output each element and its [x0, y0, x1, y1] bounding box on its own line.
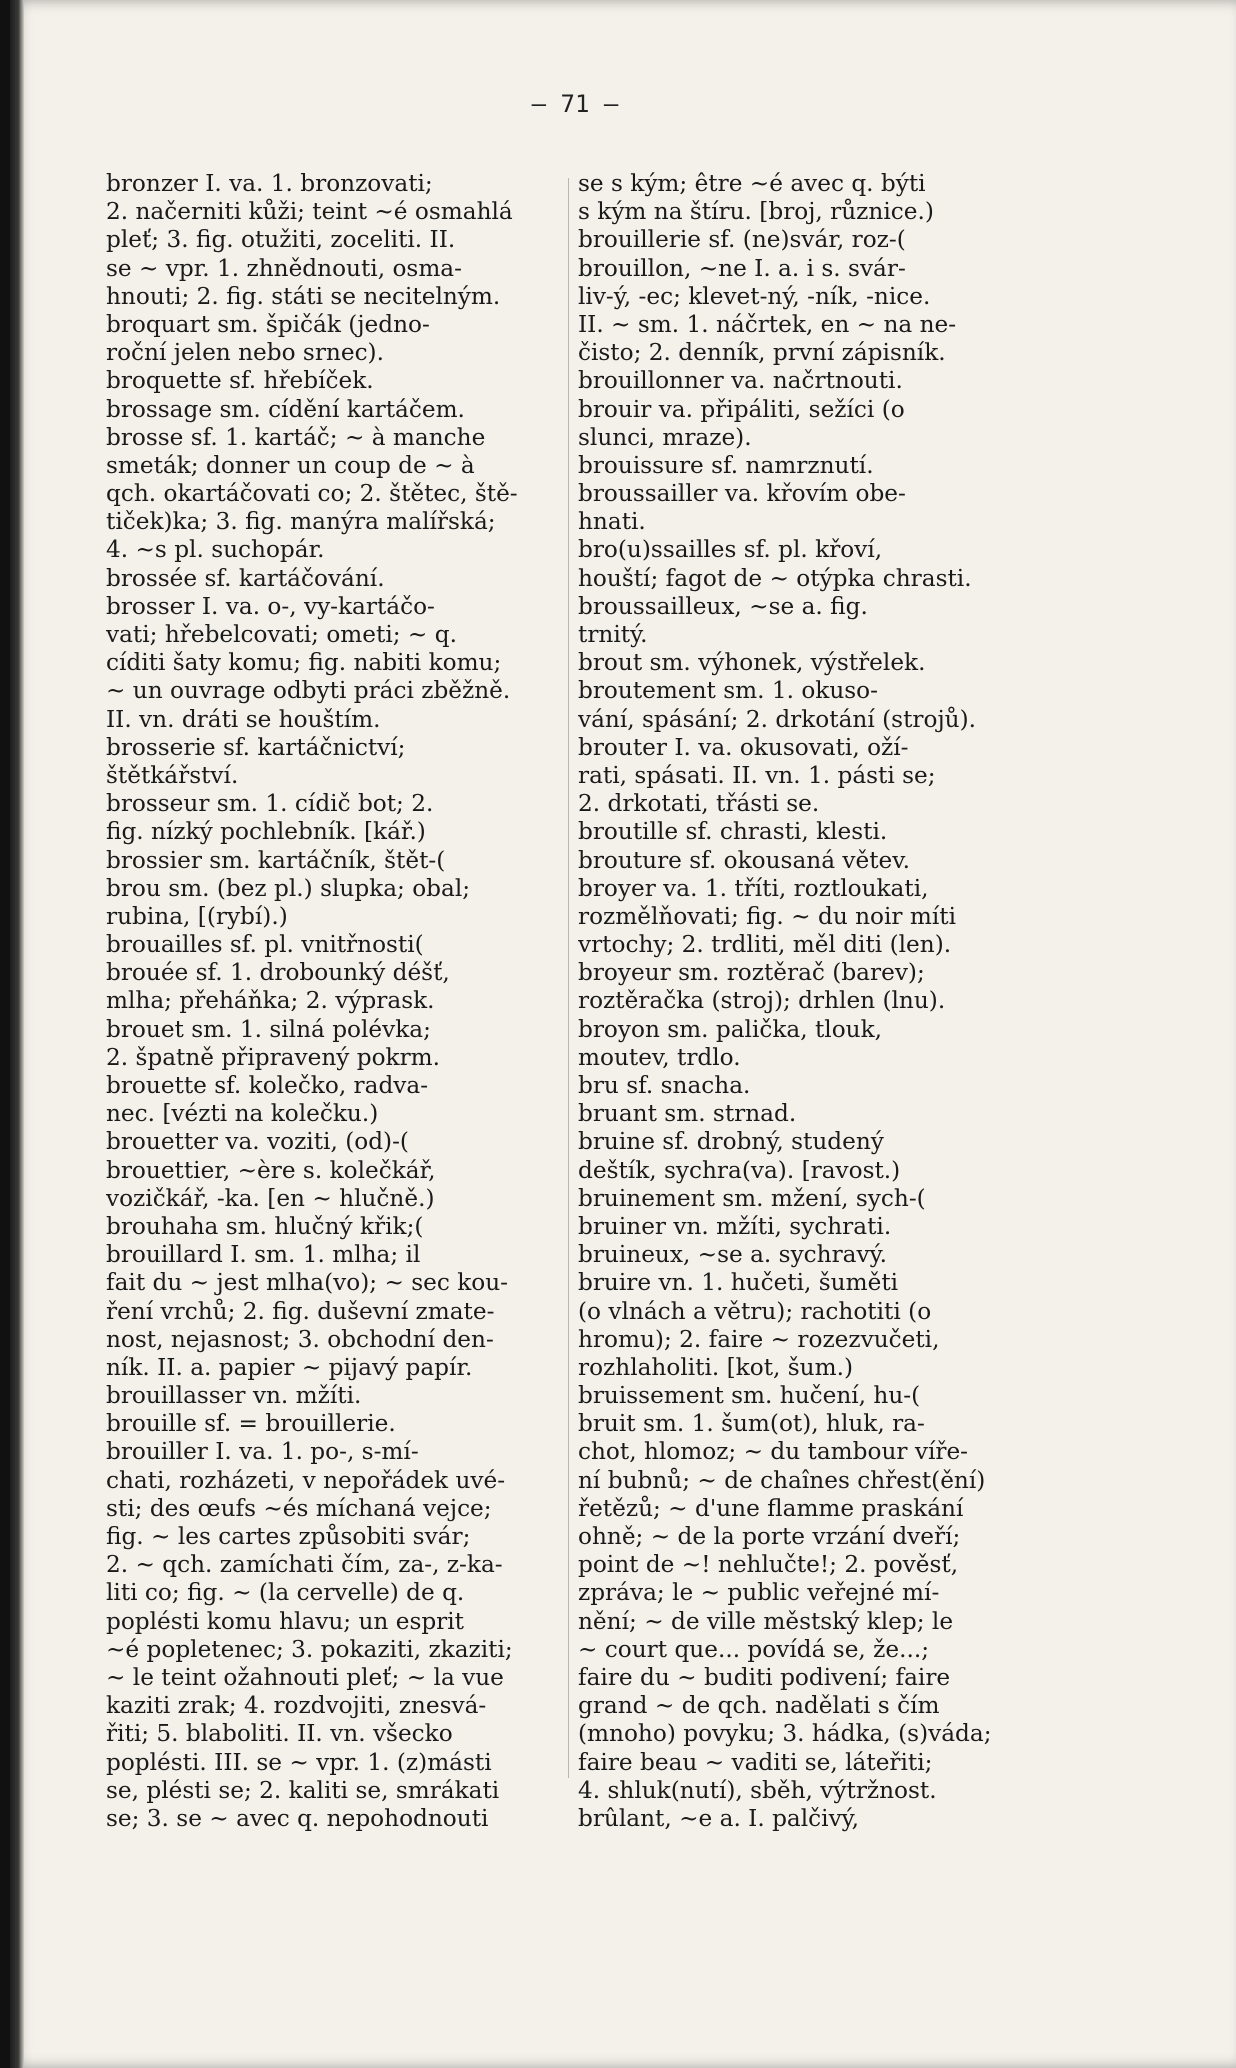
left-column — [106, 170, 564, 1833]
dictionary-line: hnouti; 2. fig. státi se necitelným. — [106, 282, 501, 310]
dictionary-line: 2. ~ qch. zamíchati čím, za-, z-ka- — [106, 1551, 503, 1579]
dictionary-line: brouhaha sm. hlučný křik;( — [106, 1212, 424, 1240]
dictionary-line: ~é popletenec; 3. pokaziti, zkaziti; — [106, 1635, 513, 1663]
dictionary-line: bro(u)ssailles sf. pl. křoví, — [578, 536, 883, 564]
dictionary-line: bruissement sm. hučení, hu-( — [578, 1382, 921, 1410]
dictionary-line: bruant sm. strnad. — [578, 1100, 797, 1128]
dictionary-line: moutev, trdlo. — [578, 1043, 741, 1071]
dictionary-line: brossier sm. kartáčník, štět-( — [106, 846, 446, 874]
dictionary-line: se; 3. se ~ avec q. nepohodnouti — [106, 1804, 489, 1832]
dictionary-line: brouille sf. = brouillerie. — [106, 1410, 396, 1438]
dictionary-line: bronzer I. va. 1. bronzovati; — [106, 170, 433, 197]
dictionary-line: broyer va. 1. tříti, roztloukati, — [578, 874, 929, 902]
dictionary-line: chati, rozházeti, v nepořádek uvé- — [106, 1466, 506, 1494]
dictionary-line: ník. II. a. papier ~ pijavý papír. — [106, 1353, 473, 1381]
dictionary-line: II. vn. dráti se houštím. — [106, 705, 381, 733]
dictionary-line: broutement sm. 1. okuso- — [578, 677, 878, 705]
dictionary-line: 2. drkotati, třásti se. — [578, 790, 820, 818]
dictionary-line: se, plésti se; 2. kaliti se, smrákati — [106, 1776, 500, 1804]
dictionary-line: se ~ vpr. 1. zhnědnouti, osma- — [106, 254, 462, 282]
dictionary-line: zpráva; le ~ public veřejné mí- — [578, 1579, 940, 1607]
dictionary-line: brouir va. připáliti, sežíci (o — [578, 395, 905, 423]
dictionary-line: brosser I. va. o-, vy-kartáčo- — [106, 592, 435, 620]
dictionary-line: (o vlnách a větru); rachotiti (o — [578, 1297, 932, 1325]
dictionary-line: brouée sf. 1. drobounký déšť, — [106, 959, 450, 987]
page-number: — 71 — — [531, 90, 619, 118]
dictionary-line: vrtochy; 2. trdliti, měl diti (len). — [578, 931, 952, 959]
dictionary-line: rozmělňovati; fig. ~ du noir míti — [578, 902, 957, 930]
dictionary-line: brosseur sm. 1. cídič bot; 2. — [106, 790, 434, 818]
dictionary-line: brouillerie sf. (ne)svár, roz-( — [578, 226, 906, 254]
dictionary-line: houští; fagot de ~ otýpka chrasti. — [578, 564, 972, 592]
dictionary-line: liv-ý, -ec; klevet-ný, -ník, -nice. — [578, 282, 931, 310]
dictionary-line: fig. ~ les cartes způsobiti svár; — [106, 1523, 471, 1550]
dictionary-line: kaziti zrak; 4. rozdvojiti, znesvá- — [106, 1692, 487, 1720]
dictionary-page — [10, 0, 1236, 2068]
dictionary-line: broutille sf. chrasti, klesti. — [578, 818, 888, 846]
dictionary-line: 4. ~s pl. suchopár. — [106, 536, 325, 564]
dictionary-line: bruine sf. drobný, studený — [578, 1128, 884, 1156]
dictionary-line: čisto; 2. denník, první zápisník. — [578, 339, 946, 367]
dictionary-line: bruiner vn. mžíti, sychrati. — [578, 1212, 892, 1240]
dictionary-line: s kým na štíru. [broj, různice.) — [578, 198, 934, 226]
dictionary-line: (mnoho) povyku; 3. hádka, (s)váda; — [578, 1720, 992, 1748]
dictionary-line: trnitý. — [578, 621, 648, 648]
dictionary-line: vání, spásání; 2. drkotání (strojů). — [578, 705, 976, 733]
dictionary-line: brouissure sf. namrznutí. — [578, 451, 874, 479]
dictionary-line: poplésti. III. se ~ vpr. 1. (z)másti — [106, 1748, 492, 1776]
dictionary-line: broyon sm. palička, tlouk, — [578, 1015, 883, 1043]
dictionary-line: se s kým; être ~é avec q. býti — [578, 170, 926, 197]
dictionary-line: rubina, [(rybí).) — [106, 902, 288, 930]
dictionary-line: bruinement sm. mžení, sych-( — [578, 1184, 926, 1212]
dictionary-line: ření vrchů; 2. fig. duševní zmate- — [106, 1297, 495, 1325]
dictionary-line: brouiller I. va. 1. po-, s-mí- — [106, 1438, 419, 1466]
dictionary-line: broussailler va. křovím obe- — [578, 480, 906, 508]
dictionary-line: II. ~ sm. 1. náčrtek, en ~ na ne- — [578, 310, 957, 338]
dictionary-line: faire du ~ buditi podivení; faire — [578, 1663, 951, 1691]
dictionary-line: broquette sf. hřebíček. — [106, 367, 374, 395]
dictionary-line: hromu); 2. faire ~ rozezvučeti, — [578, 1325, 940, 1353]
dictionary-line: brouette sf. kolečko, radva- — [106, 1072, 429, 1099]
dictionary-line: brosse sf. 1. kartáč; ~ à manche — [106, 423, 486, 451]
dictionary-line: broussailleux, ~se a. fig. — [578, 592, 868, 620]
dictionary-line: broquart sm. špičák (jedno- — [106, 310, 430, 338]
dictionary-line: brout sm. výhonek, výstřelek. — [578, 649, 926, 677]
dictionary-line: řetězů; ~ d'une flamme praskání — [578, 1494, 964, 1522]
dictionary-line: brouillasser vn. mžíti. — [106, 1382, 362, 1410]
dictionary-line: brouillonner va. načrtnouti. — [578, 367, 903, 395]
dictionary-line: pleť; 3. fig. otužiti, zoceliti. II. — [106, 226, 456, 254]
dictionary-line: bruineux, ~se a. sychravý. — [578, 1241, 887, 1269]
dictionary-line: hnati. — [578, 508, 646, 536]
dictionary-line: cíditi šaty komu; fig. nabiti komu; — [106, 649, 502, 677]
dictionary-line: vati; hřebelcovati; ometi; ~ q. — [106, 621, 457, 648]
dictionary-line: deštík, sychra(va). [ravost.) — [578, 1156, 901, 1184]
dictionary-line: brossée sf. kartáčování. — [106, 564, 385, 592]
dictionary-line: fig. nízký pochlebník. [kář.) — [106, 818, 426, 846]
dictionary-line: nec. [vézti na kolečku.) — [106, 1100, 379, 1128]
dictionary-line: brûlant, ~e a. I. palčivý, — [578, 1804, 860, 1832]
dictionary-line: mlha; přeháňka; 2. výprask. — [106, 987, 435, 1015]
dictionary-line: štětkářství. — [106, 761, 239, 789]
dictionary-line: brosserie sf. kartáčnictví; — [106, 733, 406, 761]
dictionary-line: brossage sm. cídění kartáčem. — [106, 395, 465, 423]
right-column — [578, 170, 1098, 1833]
dictionary-line: brou sm. (bez pl.) slupka; obal; — [106, 874, 471, 902]
dictionary-line: brouailles sf. pl. vnitřnosti( — [106, 931, 424, 959]
dictionary-line: brouet sm. 1. silná polévka; — [106, 1015, 431, 1043]
dictionary-line: slunci, mraze). — [578, 423, 752, 451]
dictionary-line: ~ le teint ožahnouti pleť; ~ la vue — [106, 1663, 504, 1691]
dictionary-line: 4. shluk(nutí), sběh, výtržnost. — [578, 1776, 937, 1804]
dictionary-line: roční jelen nebo srnec). — [106, 339, 384, 367]
dictionary-line: fait du ~ jest mlha(vo); ~ sec kou- — [106, 1269, 509, 1297]
column-divider — [568, 178, 569, 1778]
dictionary-line: nost, nejasnost; 3. obchodní den- — [106, 1325, 494, 1353]
dictionary-line: liti co; fig. ~ (la cervelle) de q. — [106, 1579, 465, 1607]
dictionary-line: nění; ~ de ville městský klep; le — [578, 1607, 954, 1635]
dictionary-line: rati, spásati. II. vn. 1. pásti se; — [578, 761, 936, 789]
dictionary-line: poplésti komu hlavu; un esprit — [106, 1607, 465, 1635]
dictionary-line: qch. okartáčovati co; 2. štětec, ště- — [106, 480, 518, 508]
dictionary-line: faire beau ~ vaditi se, láteřiti; — [578, 1748, 933, 1776]
dictionary-line: grand ~ de qch. nadělati s čím — [578, 1692, 940, 1720]
dictionary-line: brouture sf. okousaná větev. — [578, 846, 910, 874]
dictionary-line: ohně; ~ de la porte vrzání dveří; — [578, 1523, 961, 1550]
dictionary-line: brouetter va. voziti, (od)-( — [106, 1128, 409, 1156]
dictionary-line: tiček)ka; 3. fig. manýra malířská; — [106, 508, 496, 536]
dictionary-line: ~ un ouvrage odbyti práci zběžně. — [106, 677, 511, 705]
dictionary-line: rozhlaholiti. [kot, šum.) — [578, 1353, 853, 1381]
dictionary-line: point de ~! nehlučte!; 2. pověsť, — [578, 1551, 959, 1579]
dictionary-line: 2. špatně připravený pokrm. — [106, 1043, 441, 1071]
dictionary-line: brouillon, ~ne I. a. i s. svár- — [578, 254, 906, 282]
dictionary-line: brouettier, ~ère s. kolečkář, — [106, 1156, 436, 1184]
dictionary-line: ní bubnů; ~ de chaînes chřest(ění) — [578, 1466, 986, 1494]
dictionary-line: bruire vn. 1. hučeti, šuměti — [578, 1269, 899, 1297]
dictionary-line: vozičkář, -ka. [en ~ hlučně.) — [106, 1184, 435, 1212]
dictionary-line: broyeur sm. roztěrač (barev); — [578, 959, 925, 987]
dictionary-line: ~ court que... povídá se, že...; — [578, 1635, 930, 1663]
dictionary-line: roztěračka (stroj); drhlen (lnu). — [578, 987, 946, 1015]
dictionary-line: sti; des œufs ~és míchaná vejce; — [106, 1494, 492, 1522]
dictionary-line: bru sf. snacha. — [578, 1072, 751, 1099]
dictionary-line: bruit sm. 1. šum(ot), hluk, ra- — [578, 1410, 925, 1438]
book-spine-shadow — [10, 0, 24, 2068]
dictionary-line: smeták; donner un coup de ~ à — [106, 451, 475, 479]
dictionary-line: brouillard I. sm. 1. mlha; il — [106, 1241, 421, 1269]
dictionary-line: brouter I. va. okusovati, oží- — [578, 733, 909, 761]
dictionary-line: řiti; 5. blaboliti. II. vn. všecko — [106, 1720, 453, 1748]
dictionary-line: 2. načerniti kůži; teint ~é osmahlá — [106, 198, 513, 226]
dictionary-line: chot, hlomoz; ~ du tambour víře- — [578, 1438, 969, 1466]
